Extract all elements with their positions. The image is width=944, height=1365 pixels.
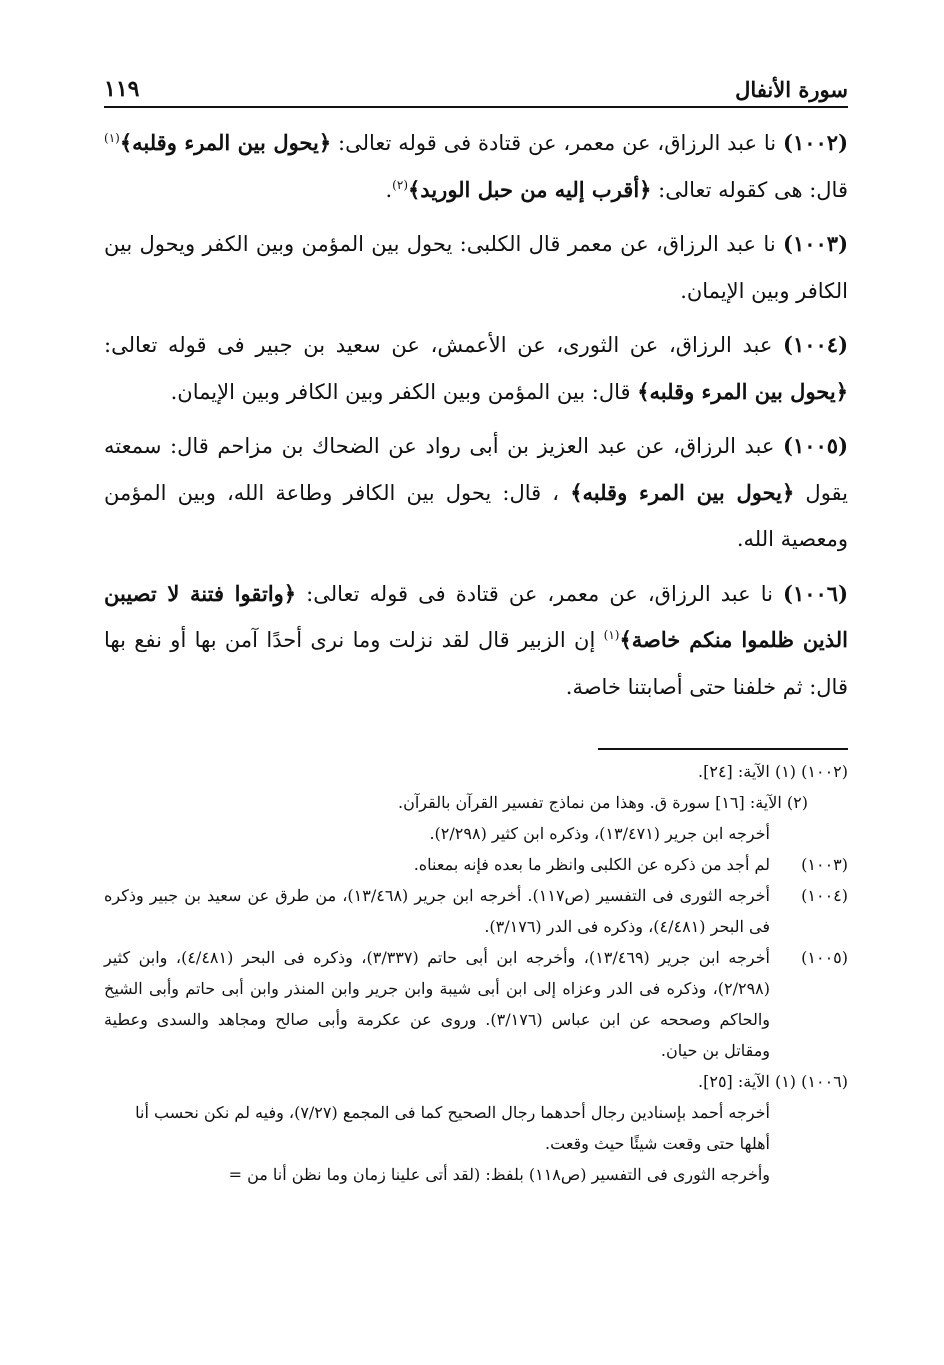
text-segment: قال: بين المؤمن وبين الكفر وبين الكافر وبين الإيمان.	[170, 379, 638, 404]
paragraph-text: نا عبد الرزاق، عن معمر قال الكلبى: يحول بين المؤمن وبين الكفر ويحول بين الكافر وبين الإيمان.	[104, 232, 848, 303]
footnote-1006-2: أخرجه أحمد بإسنادين رجال أحدهما رجال الصحيح كما فى المجمع (٧/٢٧)، وفيه لم نكن نحسب أنا أهلها حتى وقعت شيئًا حيث وقعت.	[135, 1103, 770, 1153]
hadith-number: (١٠٠٦)	[783, 580, 848, 606]
footnote-1006-3: وأخرجه الثورى فى التفسير (ص١١٨) بلفظ: (لقد أتى علينا زمان وما نظن أنا من =	[228, 1165, 770, 1184]
quran-quote: ﴿يحول بين المرء وقلبه﴾	[570, 479, 795, 505]
surah-title: سورة الأنفال	[735, 77, 848, 102]
footnote-number: (١٠٠٥)	[801, 948, 848, 967]
text-segment: نا عبد الرزاق، عن معمر، عن قتادة فى قوله تعالى:	[296, 581, 783, 606]
paragraph-1003	[104, 221, 848, 314]
text-segment: قال: هى كقوله تعالى:	[651, 177, 848, 202]
text-segment: إن الزبير قال لقد نزلت وما نرى أحدًا آمن بها أو نفع بها قال: ثم خلفنا حتى أصابتنا خاصة.	[104, 628, 848, 699]
paragraph-1005	[104, 423, 848, 563]
footnote-1005	[104, 942, 848, 1066]
footnote-1006-1: (١٠٠٦) (١) الآية: [٢٥].	[698, 1072, 848, 1091]
quran-quote: ﴿يحول بين المرء وقلبه﴾	[637, 378, 848, 404]
hadith-number: (١٠٠٤)	[783, 332, 848, 357]
page-header	[104, 62, 848, 108]
text-segment: عبد الرزاق، عن عبد العزيز بن أبى رواد عن الضحاك بن مزاحم قال: سمعته يقول	[104, 434, 849, 505]
paragraph-1004	[104, 322, 848, 415]
footnote-ref: (٢)	[392, 177, 408, 192]
hadith-number: (١٠٠٢)	[783, 130, 848, 155]
footnote-text: أخرجه الثورى فى التفسير (ص١١٧). أخرجه ابن جرير (١٣/٤٦٨)، من طرق عن سعيد بن جبير وذكره فى البحر (٤/٤٨١)، وذكره فى الدر (٣/١٧٦).	[104, 886, 771, 936]
text-segment: نا عبد الرزاق، عن معمر، عن قتادة فى قوله تعالى:	[331, 131, 783, 155]
hadith-number: (١٠٠٥)	[783, 433, 848, 458]
footnote-1002-3: أخرجه ابن جرير (١٣/٤٧١)، وذكره ابن كثير (٢/٢٩٨).	[429, 824, 770, 843]
text-segment: .	[385, 177, 393, 202]
quran-quote: ﴿أقرب إليه من حبل الوريد﴾	[408, 176, 652, 202]
page-number: ١١٩	[104, 76, 140, 102]
footnote-1004	[104, 880, 848, 942]
hadith-number: (١٠٠٣)	[783, 231, 848, 256]
main-text	[104, 120, 848, 718]
text-segment: ، قال: يحول بين الكافر وطاعة الله، وبين المؤمن ومعصية الله.	[104, 480, 848, 551]
footnote-text: لم أجد من ذكره عن الكلبى وانظر ما بعده فإنه بمعناه.	[413, 855, 770, 874]
footnote-text: أخرجه ابن جرير (١٣/٤٦٩)، وأخرجه ابن أبى حاتم (٣/٣٣٧)، وذكره فى البحر (٤/٤٨١)، وابن كثير (٢/٢٩٨)، وذكره فى الدر وعزاه إلى ابن أبى شيبة وابن جرير وابن المنذر وابن أبى حاتم وأبى الشيخ والحاكم وصححه عن ابن عباس (٣/١٧٦). وروى عن عكرمة وأبى صالح ومجاهد والسدى وعطية ومقاتل بن حيان.	[104, 948, 771, 1060]
text-segment: عبد الرزاق، عن الثورى، عن الأعمش، عن سعيد بن جبير فى قوله تعالى:	[104, 333, 783, 357]
footnote-ref: (١)	[603, 628, 620, 642]
footnotes	[104, 756, 848, 1190]
paragraph-1002	[104, 120, 848, 213]
quran-quote: ﴿يحول بين المرء وقلبه﴾	[119, 130, 332, 155]
footnote-separator	[598, 748, 848, 750]
footnote-number: (١٠٠٤)	[801, 886, 848, 905]
footnote-number: (١٠٠٣)	[801, 855, 848, 874]
paragraph-1006	[104, 571, 848, 711]
footnote-1002-1: (١٠٠٢) (١) الآية: [٢٤].	[698, 762, 848, 781]
quran-quote: ﴿واتقوا فتنة لا تصيبن الذين ظلموا منكم خاصة﴾	[104, 580, 848, 652]
footnote-1002-2: (٢) الآية: [١٦] سورة ق. وهذا من نماذج تفسير القرآن بالقرآن.	[397, 793, 808, 812]
footnote-1003	[104, 849, 848, 880]
footnote-ref: (١)	[104, 131, 120, 145]
